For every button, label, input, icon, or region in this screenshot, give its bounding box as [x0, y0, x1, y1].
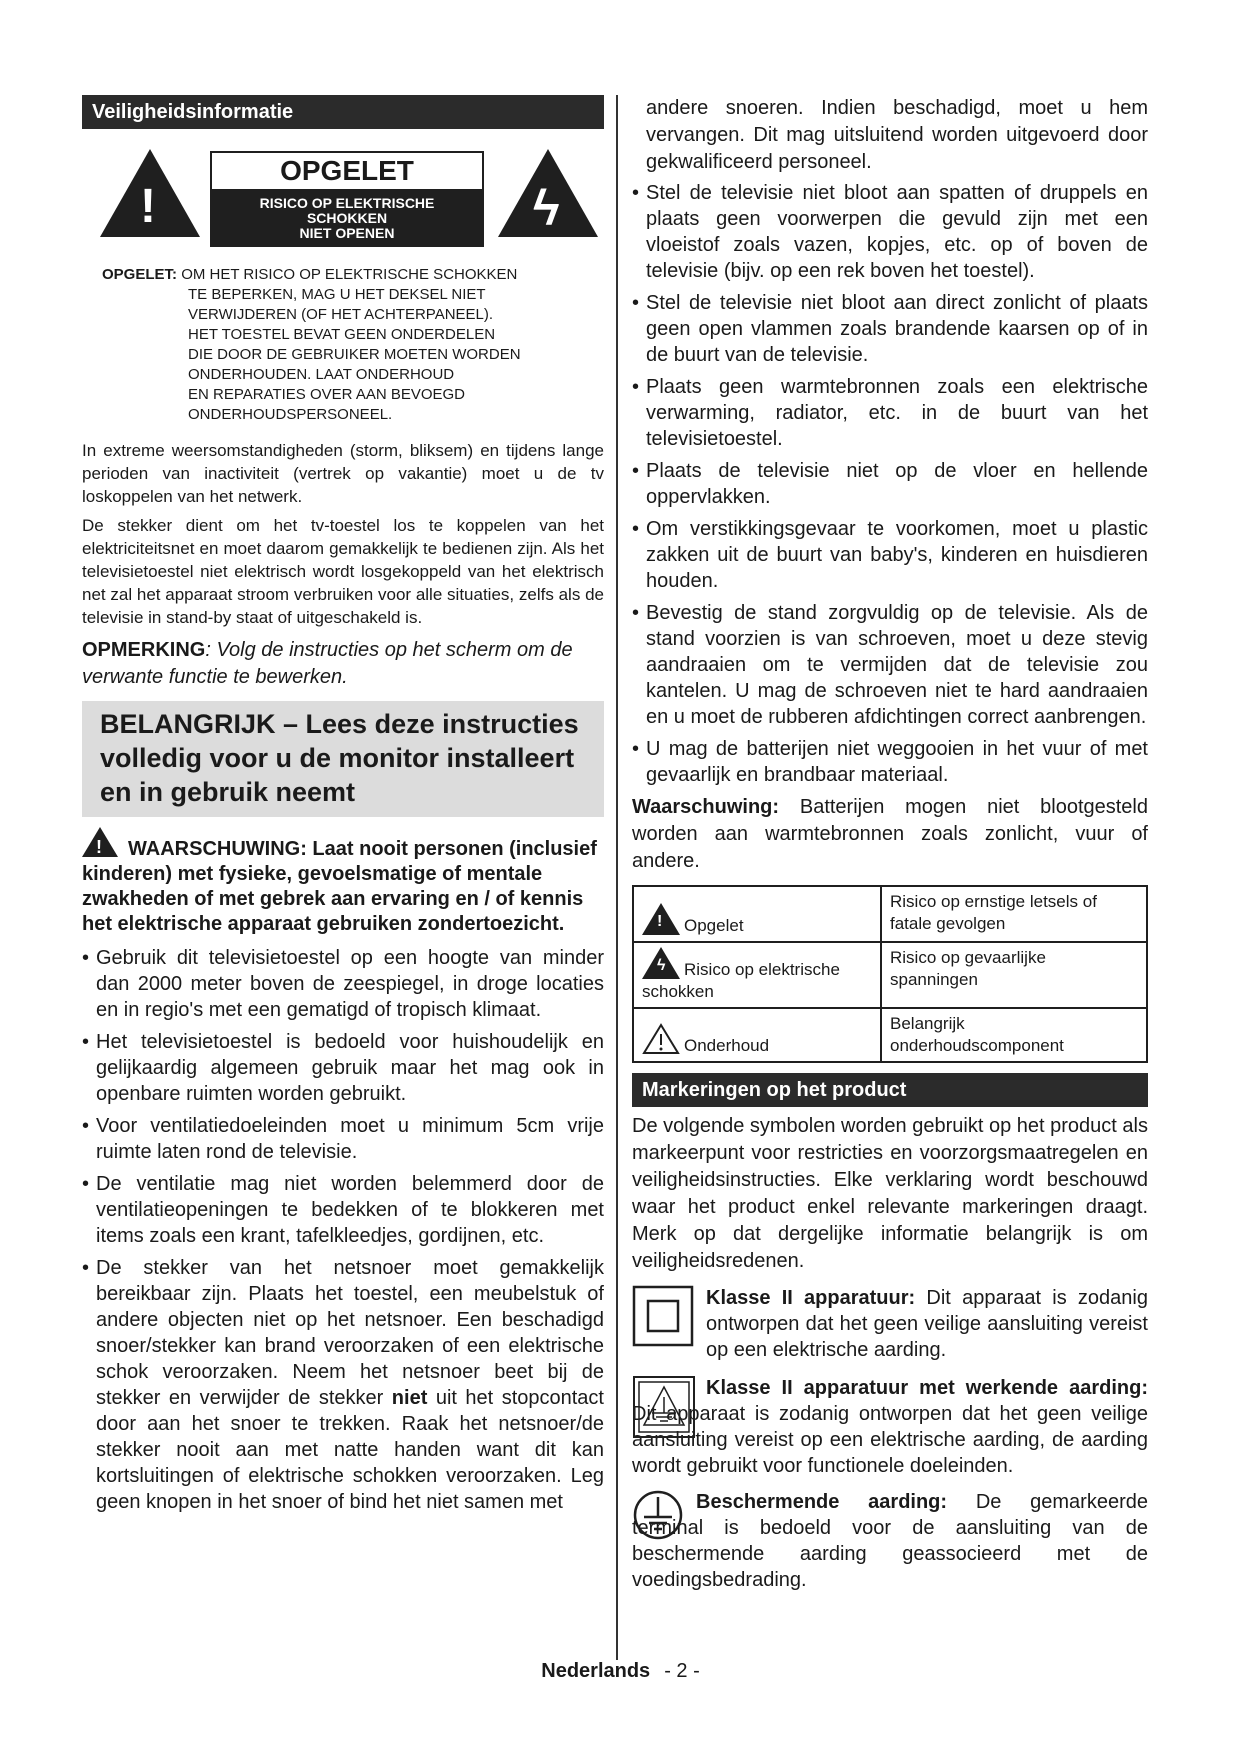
symbol-table — [632, 885, 1148, 1063]
class2-earth-text — [632, 1375, 1148, 1479]
lightning-glyph-icon: ϟ — [533, 180, 560, 236]
class2-marking — [632, 1285, 1148, 1365]
class2-label: Klasse II apparatuur: — [706, 1287, 916, 1309]
table-cell-text: Risico op elektrische schokken — [642, 960, 840, 1001]
class2-earth-marking — [632, 1375, 1148, 1479]
caution-text-line: VERWIJDEREN (OF HET ACHTERPANEEL). — [188, 306, 494, 323]
caution-text-line: HET TOESTEL BEVAT GEEN ONDERDELEN — [188, 326, 496, 343]
list-item: • Gebruik dit televisietoestel op een hoogte van minder dan 2000 meter boven de zeespiegel, in droge locaties en in regio's met een gematigd of tropisch klimaat. — [82, 945, 604, 1023]
list-item-plug — [82, 1255, 604, 1515]
table-cell: Belangrijk onderhoudscomponent — [881, 1008, 1147, 1062]
opgelet-title: OPGELET — [212, 153, 482, 191]
functional-earth-icon — [632, 1375, 696, 1439]
right-bullet-list — [632, 180, 1148, 788]
continuation-text: andere snoeren. Indien beschadigd, moet u hem vervangen. Dit mag uitsluitend worden uitgevoerd door gekwalificeerd personeel. — [646, 97, 1148, 173]
table-cell-text: Opgelet — [684, 916, 744, 935]
table-cell — [633, 1008, 881, 1062]
caution-text — [102, 265, 604, 425]
list-item: • Stel de televisie niet bloot aan direct zonlicht of plaats geen open vlammen zoals brandende kaarsen op of in de buurt van de televisie. — [632, 290, 1148, 368]
list-item: • Voor ventilatiedoeleinden moet u minimum 5cm vrije ruimte laten rond de televisie. — [82, 1113, 604, 1165]
list-item: • De ventilatie mag niet worden belemmerd door de ventilatieopeningen te bedekken of te blokkeren met items zoals een krant, tafelkleedjes, gordijnen, etc. — [82, 1171, 604, 1249]
plug-paragraph: De stekker dient om het tv-toestel los te koppelen van het elektriciteitsnet en moet daarom gemakkelijk te bedienen zijn. Als het televisietoestel niet elektrisch wordt losgekoppeld van het elektrisch net zal het apparaat stroom verbruiken voor alle situaties, zelfs als de televisie in stand-by staat of uitgeschakeld is. — [82, 516, 604, 627]
left-bullet-list — [82, 945, 604, 1515]
class2-earth-desc: Dit apparaat is zodanig ontworpen dat het geen veilige aansluiting vereist op een elektrische aarding, de aarding wordt gebruikt voor functionele doeleinden. — [632, 1403, 1148, 1477]
exclamation-triangle-icon: ! — [642, 903, 680, 935]
list-item: • Om verstikkingsgevaar te voorkomen, moet u plastic zakken uit de buurt van baby's, kinderen en huisdieren houden. — [632, 516, 1148, 594]
battery-warning-label: Waarschuwing: — [632, 796, 780, 818]
caution-text-line: EN REPARATIES OVER AAN BEVOEGD — [188, 386, 466, 403]
protective-earth-label: Beschermende aarding: — [696, 1491, 948, 1513]
opgelet-subtitle-line: SCHOKKEN — [306, 210, 388, 226]
protective-earth-icon — [632, 1489, 684, 1541]
left-column — [82, 95, 604, 1521]
warning-block — [82, 827, 604, 937]
exclamation-glyph-icon: ! — [140, 180, 156, 233]
table-cell: Risico op gevaarlijke spanningen — [881, 942, 1147, 1008]
plug-text-b: uit het stopcontact door aan het snoer te trekken. Raak het netsnoer/de stekker nooit aan met natte handen want dit kan kortsluitingen of elektrische schokken veroorzaken. Leg geen knopen in het snoer of bind het niet samen met — [96, 1387, 604, 1513]
lightning-triangle-icon: ϟ — [642, 947, 680, 979]
important-box: BELANGRIJK – Lees deze instructies volledig voor u de monitor installeert en in gebruik neemt — [82, 701, 604, 817]
list-item: • Plaats geen warmtebronnen zoals een elektrische verwarming, radiator, etc. in de buurt van het televisietoestel. — [632, 374, 1148, 452]
note-text: : Volg de instructies op het scherm om de verwante functie te bewerken. — [82, 639, 573, 688]
column-divider — [616, 95, 618, 1660]
battery-warning — [632, 794, 1148, 875]
plug-text-bold: niet — [391, 1387, 428, 1409]
maintenance-triangle-icon — [642, 1023, 680, 1055]
safety-section-title: Veiligheidsinformatie — [82, 95, 604, 129]
class2-square-icon — [632, 1285, 694, 1347]
class2-desc: Dit apparaat is zodanig ontworpen dat het geen veilige aansluiting vereist op een elektrische aarding. — [706, 1287, 1148, 1361]
table-row — [633, 942, 1147, 1008]
page-footer — [0, 1660, 1241, 1683]
warning-text: WAARSCHUWING: Laat nooit personen (inclusief kinderen) met fysieke, gevoelsmatige of mentale zwakheden of met gebrek aan ervaring en / of kennis het elektrische apparaat gebruiken zondertoezicht. — [82, 838, 597, 935]
table-cell — [633, 942, 881, 1008]
caution-label-box — [82, 141, 604, 251]
opgelet-panel — [210, 151, 484, 247]
list-item: • Bevestig de stand zorgvuldig op de televisie. Als de stand voorzien is van schroeven, moet u deze stevig aandraaien om te vermijden dat de televisie zou kantelen. U mag de schroeven niet te hard aandraaien en u moet de rubberen afdichtingen correct aanbrengen. — [632, 600, 1148, 730]
table-row — [633, 1008, 1147, 1062]
protective-earth-marking — [632, 1489, 1148, 1593]
table-cell — [633, 886, 881, 942]
markings-intro: De volgende symbolen worden gebruikt op het product als markeerpunt voor restricties en voorzorgsmaatregelen en veiligheidsinstructies. Elke verklaring wordt beschouwd waar het product enkel relevante markeringen draagt. Merk op dat dergelijke informatie belangrijk is om veiligheidsredenen. — [632, 1115, 1148, 1272]
right-column — [632, 95, 1148, 1593]
opgelet-subtitle-line: NIET OPENEN — [299, 225, 395, 241]
note-label: OPMERKING — [82, 639, 206, 661]
list-item: • Plaats de televisie niet op de vloer en hellende oppervlakken. — [632, 458, 1148, 510]
table-row — [633, 886, 1147, 942]
storm-paragraph: In extreme weersomstandigheden (storm, bliksem) en tijdens lange perioden van inactiviteit (vertrek op vakantie) moet u de tv loskoppelen van het netwerk. — [82, 441, 604, 506]
list-item: • U mag de batterijen niet weggooien in het vuur of met gevaarlijk en brandbaar materiaal. — [632, 736, 1148, 788]
caution-text-line: DIE DOOR DE GEBRUIKER MOETEN WORDEN — [188, 346, 521, 363]
footer-language: Nederlands — [541, 1660, 651, 1682]
class2-text — [706, 1285, 1148, 1363]
list-item: • Het televisietoestel is bedoeld voor huishoudelijk en gelijkaardig algemeen gebruik maar het mag ook in openbare ruimten worden gebruikt. — [82, 1029, 604, 1107]
opgelet-subtitle — [212, 191, 482, 245]
class2-earth-label: Klasse II apparatuur met werkende aarding: — [706, 1377, 1148, 1399]
page-number: - 2 - — [664, 1660, 700, 1682]
protective-earth-desc: De gemarkeerde terminal is bedoeld voor de aansluiting van de beschermende aarding geassocieerd met de voedingsbedrading. — [632, 1491, 1148, 1591]
warning-triangle-icon: ! — [82, 827, 118, 857]
note-paragraph — [82, 637, 604, 691]
plug-text-a: De stekker van het netsnoer moet gemakkelijk bereikbaar zijn. Plaats het toestel, een meubelstuk of andere objecten niet op het netsnoer. Een beschadigd snoer/stekker kan brand veroorzaken of een elektrische schok veroorzaken. Neem het netsnoer beet bij de stekker en verwijder de stekker — [96, 1257, 604, 1409]
markings-section-title: Markeringen op het product — [632, 1073, 1148, 1107]
opgelet-subtitle-line: RISICO OP ELEKTRISCHE — [259, 195, 435, 211]
protective-earth-text — [632, 1489, 1148, 1593]
list-item: • Stel de televisie niet bloot aan spatten of druppels en plaats geen voorwerpen die gevuld zijn met een vloeistof zoals vazen, kopjes, etc. op of boven de televisie (bijv. op een rek boven het toestel). — [632, 180, 1148, 284]
battery-warning-text: Batterijen mogen niet blootgesteld worden aan warmtebronnen zoals zonlicht, vuur of andere. — [632, 796, 1148, 872]
table-cell-text: Onderhoud — [684, 1036, 770, 1055]
caution-text-line: TE BEPERKEN, MAG U HET DEKSEL NIET — [188, 286, 486, 303]
caution-text-line: ONDERHOUDSPERSONEEL. — [188, 406, 393, 423]
caution-text-label: OPGELET: — [102, 266, 178, 283]
table-cell: Risico op ernstige letsels of fatale gevolgen — [881, 886, 1147, 942]
caution-text-line: OM HET RISICO OP ELEKTRISCHE SCHOKKEN — [181, 266, 518, 283]
caution-text-line: ONDERHOUDEN. LAAT ONDERHOUD — [188, 366, 455, 383]
